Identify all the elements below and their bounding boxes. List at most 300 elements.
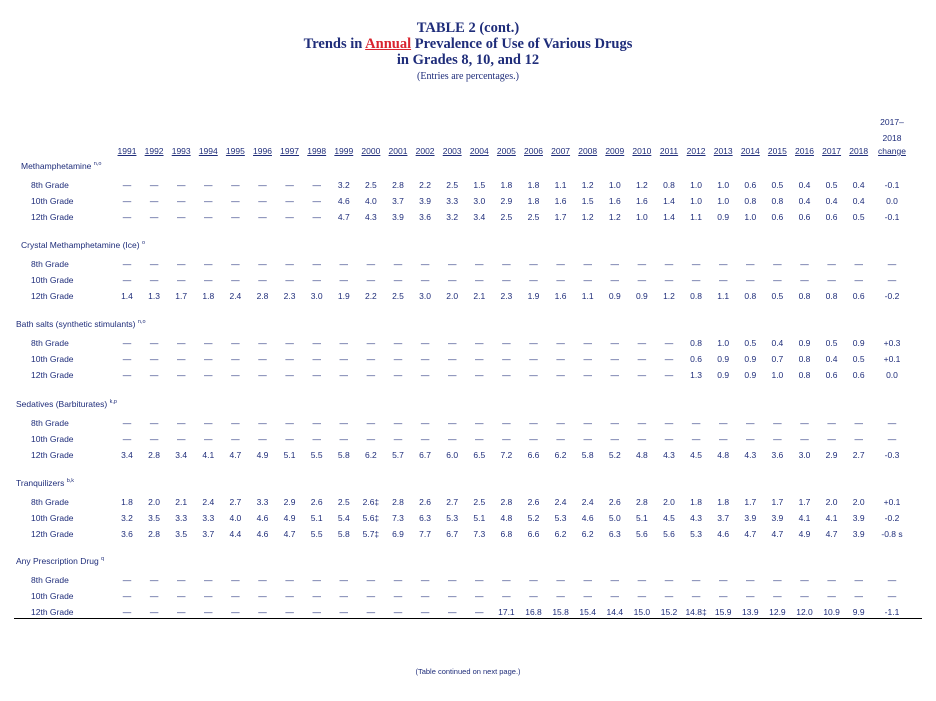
table-cell: — [664,434,674,444]
table-cell: — [583,575,592,585]
table-cell: — [583,275,592,285]
table-cell: — [800,418,809,428]
year-header: 2009 [605,146,625,156]
table-cell: 4.6 [717,529,730,539]
table-cell: — [827,434,836,444]
table-cell: 2.2 [419,180,431,190]
year-header: 1994 [198,146,218,156]
title-line-1: TABLE 2 (cont.) [416,20,520,36]
year-header: 1997 [280,146,300,156]
change-cell: — [887,434,897,444]
table-cell: 2.6 [419,497,431,507]
table-cell: — [366,418,376,428]
table-cell: 2.5 [500,212,513,222]
table-cell: 2.7 [852,450,865,460]
year-header: 1996 [253,146,272,156]
table-cell: 5.2 [608,450,621,460]
year-header: 2012 [686,146,706,156]
table-cell: — [339,259,349,269]
table-cell: — [556,354,565,364]
change-cell: +0.1 [883,354,901,364]
table-cell: 6.7 [419,450,431,460]
row-label: 10th Grade [31,354,74,364]
table-cell: 1.7 [175,291,188,301]
table-cell: — [447,370,457,380]
table-cell: 3.3 [202,513,215,523]
table-cell: — [827,575,836,585]
table-cell: 3.3 [446,196,459,206]
table-cell: — [664,275,674,285]
year-header: 2018 [849,146,869,156]
table-cell: 2.5 [446,180,459,190]
table-cell: 4.7 [771,529,784,539]
table-cell: 4.0 [229,513,242,523]
year-header: 2006 [524,146,543,156]
table-cell: 0.9 [852,338,865,348]
table-cell: — [447,591,457,601]
year-header: 2003 [442,146,462,156]
table-cell: — [149,275,159,285]
table-cell: 12.0 [796,607,813,617]
table-cell: — [285,180,294,190]
table-cell: — [258,591,267,601]
table-cell: 1.7 [798,497,811,507]
change-cell: -0.8 s [881,529,903,539]
table-cell: — [420,275,430,285]
table-cell: — [285,591,294,601]
table-cell: 3.7 [717,513,730,523]
change-cell: -0.2 [884,513,900,523]
table-cell: — [258,607,267,617]
table-cell: 3.0 [310,291,323,301]
table-cell: — [502,259,511,269]
table-cell: — [420,591,430,601]
table-cell: — [475,354,484,364]
table-cell: — [285,418,294,428]
table-cell: — [556,259,565,269]
table-cell: — [312,434,321,444]
table-cell: 1.3 [690,370,702,380]
table-cell: 0.5 [825,180,838,190]
table-cell: 3.6 [771,450,784,460]
table-cell: — [583,418,592,428]
table-cell: 1.8 [690,497,702,507]
table-cell: — [420,370,430,380]
table-cell: 2.5 [392,291,404,301]
table-cell: — [204,354,213,364]
table-cell: — [258,354,267,364]
table-cell: 6.5 [473,450,486,460]
table-cell: 2.4 [229,291,242,301]
table-cell: 6.2 [554,529,567,539]
table-cell: 1.2 [581,212,594,222]
year-header: 2004 [469,146,489,156]
table-cell: 6.3 [608,529,621,539]
table-cell: 5.7 [392,450,404,460]
change-cell: — [887,259,897,269]
row-label: 10th Grade [31,434,74,444]
year-header: 2008 [578,146,598,156]
table-cell: 0.4 [771,338,784,348]
table-cell: 4.3 [364,212,377,222]
table-cell: 0.9 [717,212,730,222]
table-bottom-rule [14,618,922,619]
table-cell: — [800,591,809,601]
section-name: Any Prescription Drug [16,556,99,566]
table-cell: 2.0 [825,497,838,507]
table-cell: 1.5 [581,196,594,206]
table-cell: — [312,354,321,364]
section-footnote-marker: k,p [109,399,117,406]
table-cell: — [393,607,403,617]
table-cell: — [149,180,159,190]
row-label: 10th Grade [31,275,74,285]
table-cell: 2.5 [364,180,377,190]
table-cell: — [773,434,782,444]
table-cell: 2.8 [635,497,648,507]
table-cell: — [312,370,321,380]
table-cell: 5.1 [473,513,486,523]
table-cell: — [691,575,701,585]
section-heading [21,161,101,171]
table-cell: — [420,434,430,444]
table-cell: — [475,591,484,601]
table-cell: 3.9 [771,513,784,523]
table-cell: — [556,338,565,348]
table-cell: 4.1 [825,513,838,523]
table-cell: 5.0 [608,513,621,523]
table-cell: 2.4 [202,497,215,507]
table-cell: 4.4 [229,529,242,539]
table-cell: 0.9 [744,354,757,364]
table-cell: 5.6‡ [362,513,380,523]
year-header: 2005 [496,146,516,156]
title-post: Prevalence of Use of Various Drugs [411,36,633,52]
table-cell: — [122,259,132,269]
table-cell: 2.8 [256,291,269,301]
table-cell: — [231,575,240,585]
table-cell: 3.0 [473,196,486,206]
table-cell: 3.2 [446,212,459,222]
table-cell: 0.9 [717,354,730,364]
table-cell: — [854,259,863,269]
section-footnote-marker: q [101,556,105,563]
table-cell: — [312,575,321,585]
table-cell: — [529,418,538,428]
year-header: 1998 [307,146,327,156]
table-cell: 1.2 [635,180,648,190]
table-cell: 0.4 [798,180,811,190]
year-header: 2016 [795,146,814,156]
title-line-2 [0,36,936,52]
table-cell: 5.2 [527,513,540,523]
table-cell: — [827,275,836,285]
table-cell: — [691,259,701,269]
table-cell: — [718,259,728,269]
table-cell: 1.5 [473,180,486,190]
table-cell: — [231,338,240,348]
table-cell: 2.0 [663,497,675,507]
table-cell: 1.4 [663,212,675,222]
table-cell: — [502,418,511,428]
row-label: 12th Grade [31,529,74,539]
table-cell: 14.4 [606,607,624,617]
table-cell: — [312,591,321,601]
table-cell: 2.9 [500,196,513,206]
table-cell: — [447,354,457,364]
table-cell: — [312,180,321,190]
table-cell: — [176,434,186,444]
table-cell: 5.1 [283,450,296,460]
table-cell: 1.7 [554,212,567,222]
row-label: 8th Grade [31,418,69,428]
table-cell: — [231,434,240,444]
table-cell: 3.3 [256,497,269,507]
table-cell: — [447,575,457,585]
table-cell: 7.3 [392,513,404,523]
table-cell: — [420,259,430,269]
table-cell: 15.4 [579,607,596,617]
table-cell: — [312,259,321,269]
title-pre: Trends in [303,36,366,52]
table-cell: 0.5 [744,338,757,348]
year-header: 2014 [740,146,760,156]
table-cell: — [176,354,186,364]
table-cell: — [447,259,457,269]
table-cell: 1.4 [121,291,133,301]
table-cell: — [447,434,457,444]
row-label: 10th Grade [31,196,74,206]
table-cell: 4.5 [690,450,702,460]
year-header: 1995 [225,146,245,156]
table-cell: 3.5 [148,513,160,523]
table-cell: 3.5 [175,529,188,539]
table-cell: — [447,338,457,348]
table-cell: — [664,418,674,428]
row-label: 8th Grade [31,180,69,190]
table-cell: — [393,370,403,380]
table-cell: — [204,370,213,380]
table-cell: — [718,275,728,285]
table-cell: 0.8 [744,291,757,301]
table-cell: 2.6 [310,497,323,507]
table-cell: — [312,607,321,617]
table-cell: — [366,591,376,601]
section-footnote-marker: o [141,240,146,247]
year-header: 1999 [334,146,354,156]
change-header-2: 2018 [882,133,902,143]
table-cell: — [800,434,809,444]
table-cell: — [204,196,213,206]
table-cell: — [285,370,294,380]
table-cell: — [285,259,294,269]
table-cell: — [312,196,321,206]
table-cell: — [664,575,674,585]
section-name: Crystal Methamphetamine (Ice) [21,240,140,250]
table-cell: — [339,591,349,601]
table-cell: — [393,434,403,444]
table-cell: — [366,607,376,617]
table-cell: 4.7 [337,212,350,222]
table-cell: — [204,575,213,585]
table-cell: — [393,575,403,585]
table-cell: — [556,418,565,428]
table-cell: — [502,434,511,444]
table-cell: — [231,354,240,364]
table-cell: — [149,418,159,428]
change-header-1: 2017– [880,117,904,127]
table-cell: — [149,354,159,364]
table-cell: 3.2 [121,513,133,523]
table-cell: — [529,275,538,285]
table-cell: — [339,275,349,285]
table-cell: — [285,196,294,206]
table-cell: — [475,607,484,617]
table-cell: 3.4 [175,450,188,460]
table-cell: 1.1 [554,180,567,190]
table-cell: — [258,418,267,428]
row-label: 12th Grade [31,370,74,380]
change-cell: +0.3 [883,338,901,348]
table-cell: — [637,575,647,585]
table-cell: — [176,259,186,269]
table-cell: — [393,591,403,601]
table-cell: 4.9 [256,450,269,460]
table-cell: — [610,354,620,364]
table-cell: 1.8 [717,497,730,507]
table-cell: 0.8 [798,354,811,364]
table-cell: — [637,434,647,444]
table-cell: — [502,338,511,348]
table-cell: — [176,418,186,428]
year-header: 2001 [388,146,408,156]
table-cell: — [610,259,620,269]
table-cell: — [285,575,294,585]
table-cell: — [583,434,592,444]
table-cell: — [204,338,213,348]
table-cell: — [746,434,755,444]
table-cell: — [393,354,403,364]
table-cell: 15.0 [633,607,651,617]
table-cell: 0.6 [825,370,838,380]
section-heading [16,478,74,488]
table-cell: — [204,180,213,190]
table-cell: — [691,434,701,444]
table-cell: 1.8 [527,180,540,190]
table-cell: — [610,591,620,601]
change-cell: -0.3 [884,450,900,460]
table-cell: — [502,591,511,601]
table-cell: 1.1 [690,212,702,222]
title-line-3: in Grades 8, 10, and 12 [396,52,540,68]
table-cell: 5.3 [554,513,567,523]
row-label: 12th Grade [31,212,74,222]
change-cell: -0.1 [884,212,900,222]
row-label: 10th Grade [31,513,74,523]
table-cell: 4.7 [825,529,838,539]
table-cell: 1.0 [608,180,621,190]
table-cell: 2.1 [473,291,486,301]
title-annual: Annual [365,36,412,52]
table-cell: 5.6 [663,529,675,539]
table-cell: — [258,212,267,222]
table-cell: — [529,338,538,348]
section-footnote-marker: b,k [66,478,75,485]
table-cell: — [176,196,186,206]
table-cell: 1.9 [337,291,350,301]
year-header: 2011 [659,146,679,156]
table-cell: 4.3 [690,513,702,523]
table-cell: — [475,259,484,269]
section-heading [21,240,145,250]
table-cell: 3.9 [419,196,431,206]
table-cell: 4.8 [500,513,513,523]
table-cell: 2.8 [500,497,513,507]
table-cell: — [637,354,647,364]
table-cell: 15.2 [660,607,678,617]
table-cell: — [258,370,267,380]
change-header-3: change [878,146,906,156]
table-cell: 0.5 [771,180,784,190]
table-cell: — [556,575,565,585]
table-cell: — [746,418,755,428]
table-cell: — [718,434,728,444]
table-cell: 15.9 [714,607,732,617]
table-cell: 4.0 [364,196,377,206]
table-cell: 3.4 [121,450,133,460]
table-cell: — [583,370,592,380]
table-cell: — [800,575,809,585]
table-cell: — [393,338,403,348]
table-cell: — [366,275,376,285]
table-cell: 0.6 [825,212,838,222]
year-header: 1991 [117,146,137,156]
table-cell: 0.4 [798,196,811,206]
table-cell: — [149,607,159,617]
table-cell: — [176,275,186,285]
table-cell: 2.5 [527,212,540,222]
table-cell: 2.0 [852,497,865,507]
change-cell: 0.0 [886,196,898,206]
table-cell: 4.6 [581,513,594,523]
section-name: Bath salts (synthetic stimulants) [16,319,136,329]
table-cell: 2.8 [392,497,404,507]
table-cell: — [664,591,674,601]
table-cell: — [475,275,484,285]
table-cell: 4.3 [744,450,757,460]
table-cell: — [420,575,430,585]
year-header: 1992 [144,146,164,156]
table-cell: 1.4 [663,196,675,206]
table-cell: 3.9 [852,513,865,523]
table-cell: — [149,434,159,444]
table-cell: 6.3 [419,513,431,523]
table-cell: — [502,354,511,364]
table-cell: 1.2 [581,180,594,190]
table-cell: 3.6 [121,529,133,539]
table-cell: — [339,370,349,380]
table-cell: — [312,418,321,428]
table-cell: 14.8‡ [685,607,707,617]
table-title [0,20,936,82]
table-cell: 10.9 [823,607,840,617]
table-cell: 1.0 [635,212,648,222]
table-cell: — [122,196,132,206]
table-cell: — [366,370,376,380]
table-cell: — [231,370,240,380]
table-cell: — [149,591,159,601]
year-header: 2013 [713,146,733,156]
